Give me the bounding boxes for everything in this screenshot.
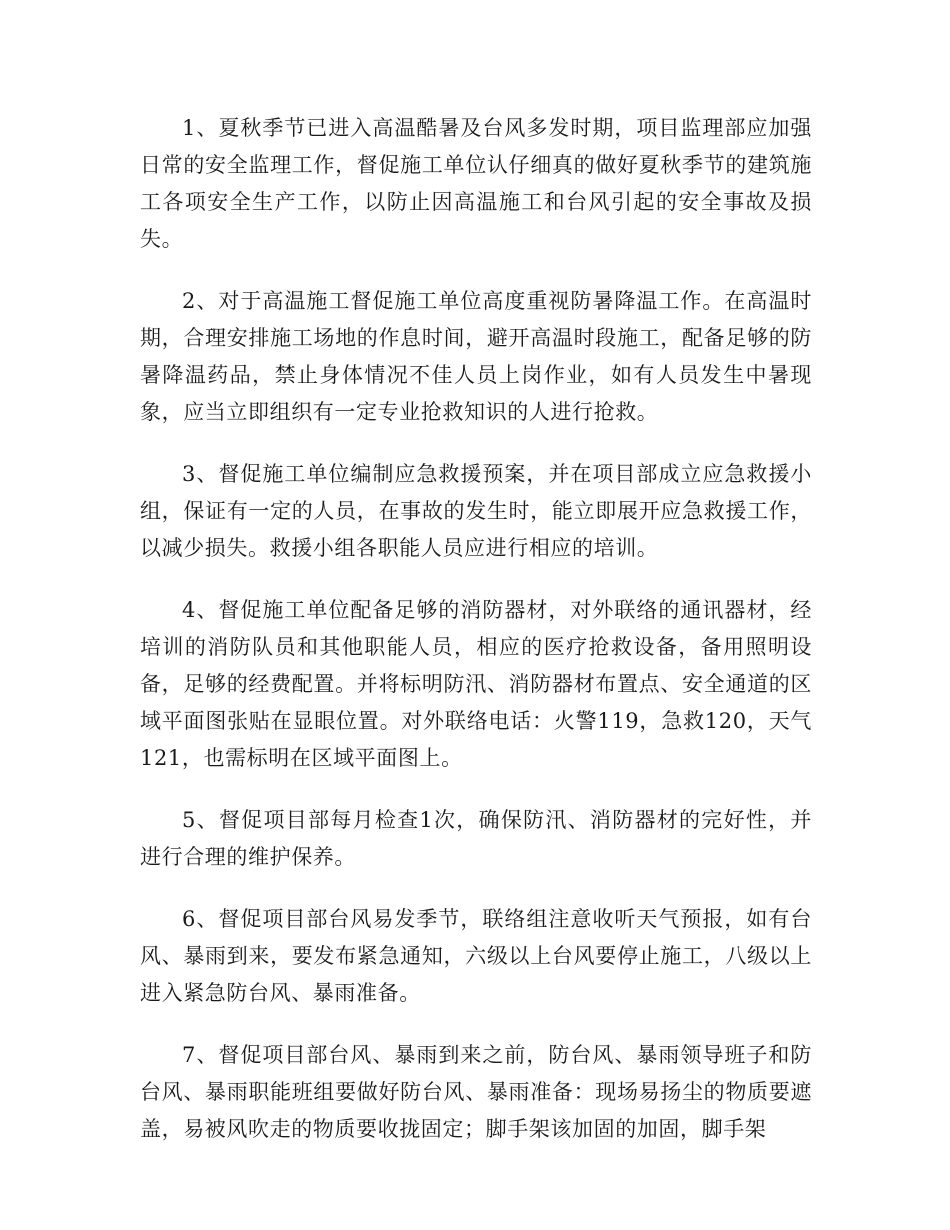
paragraph-7: 7、督促项目部台风、暴雨到来之前，防台风、暴雨领导班子和防台风、暴雨职能班组要做好防台风、暴雨准备：现场易扬尘的物质要遮盖，易被风吹走的物质要收拢固定；脚手架该加固的加固，脚手架 (140, 1043, 812, 1141)
paragraph-4: 4、督促施工单位配备足够的消防器材，对外联络的通讯器材，经培训的消防队员和其他职能人员，相应的医疗抢救设备，备用照明设备，足够的经费配置。并将标明防汛、消防器材布置点、安全通道的区域平面图张贴在显眼位置。对外联络电话：火警119，急救120，天气121，也需标明在区域平面图上。 (140, 598, 812, 770)
paragraph-6: 6、督促项目部台风易发季节，联络组注意收听天气预报，如有台风、暴雨到来，要发布紧急通知，六级以上台风要停止施工，八级以上进入紧急防台风、暴雨准备。 (140, 907, 812, 1005)
paragraph-5: 5、督促项目部每月检查1次，确保防汛、消防器材的完好性，并进行合理的维护保养。 (140, 808, 812, 869)
paragraph-2: 2、对于高温施工督促施工单位高度重视防暑降温工作。在高温时期，合理安排施工场地的作息时间，避开高温时段施工，配备足够的防暑降温药品，禁止身体情况不佳人员上岗作业，如有人员发生中暑现象，应当立即组织有一定专业抢救知识的人进行抢救。 (140, 289, 812, 424)
paragraph-1: 1、夏秋季节已进入高温酷暑及台风多发时期，项目监理部应加强日常的安全监理工作，督促施工单位认仔细真的做好夏秋季节的建筑施工各项安全生产工作，以防止因高温施工和台风引起的安全事故及损失。 (140, 116, 812, 251)
document-page (140, 110, 812, 1173)
paragraph-3: 3、督促施工单位编制应急救援预案，并在项目部成立应急救援小组，保证有一定的人员，在事故的发生时，能立即展开应急救援工作，以减少损失。救援小组各职能人员应进行相应的培训。 (140, 462, 812, 560)
